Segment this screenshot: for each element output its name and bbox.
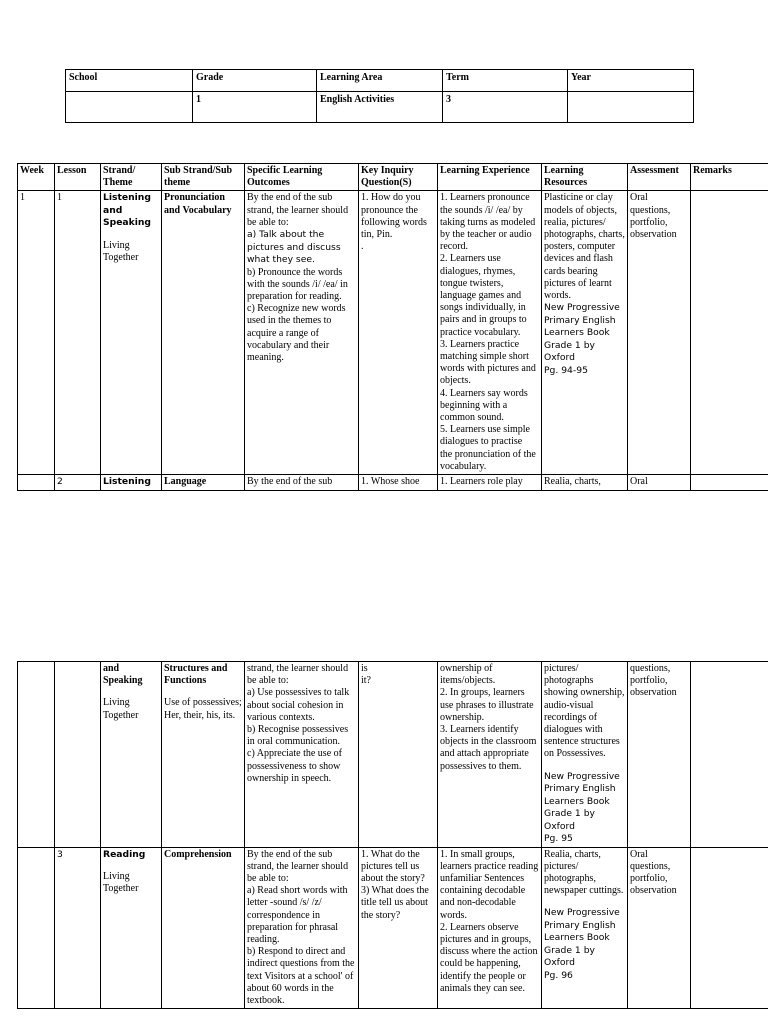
assessment-cell: Oral questions, portfolio, observation (628, 847, 691, 1009)
resources-book: New Progressive Primary English Learners Book Grade 1 by Oxford Pg. 95 (544, 770, 620, 845)
substrand-cell: Language (162, 475, 245, 491)
assessment-cell: Oral questions, portfolio, observation (628, 191, 691, 475)
resources-book: New Progressive Primary English Learners Book Grade 1 by Oxford Pg. 94-95 (544, 302, 620, 376)
experience-cell: 1. Learners role play (438, 475, 542, 491)
column-header-row (18, 164, 768, 191)
strand-cell: Listening (101, 475, 162, 491)
col-question: Key Inquiry Question(S) (359, 164, 438, 191)
substrand-cell: Comprehension (162, 847, 245, 1009)
theme-text: Living Together (103, 239, 139, 264)
remarks-cell (691, 847, 768, 1009)
col-strand: Strand/ Theme (101, 164, 162, 191)
question-cell: is it? (359, 662, 438, 848)
outcomes-intro: By the end of the sub strand, the learner should be able to: (247, 192, 349, 228)
resources-cell: Realia, charts, (542, 475, 628, 491)
col-outcomes: Specific Learning Outcomes (245, 164, 359, 191)
resources-list: Realia, charts, pictures/ photographs, newspaper cuttings. (544, 848, 624, 897)
table-row (18, 662, 768, 848)
resources-list: Plasticine or clay models of objects, realia, pictures/ photographs, charts, posters, computer devices and flash cards bearing pictures of learnt words. (544, 192, 625, 302)
outcomes-a: a) Talk about the pictures and discuss what they see. (247, 229, 341, 266)
grade-label: Grade (193, 70, 317, 92)
col-assessment: Assessment (628, 164, 691, 191)
learning-area-label: Learning Area (317, 70, 443, 92)
resources-cell (542, 847, 628, 1009)
outcomes-bc: b) Pronounce the words with the sounds /i/ /ea/ in preparation for reading. c) Recognize new words used in the themes to acquire a range of vocabulary and their meaning. (247, 266, 348, 363)
header-table (65, 69, 694, 123)
substrand-cell (162, 662, 245, 848)
outcomes-cell: By the end of the sub strand, the learner should be able to: a) Read short words with letter -sound /s/ /z/ correspondence in preparation for phrasal reading. b) Respond to direct and indirect questions from the text Visitors at a school' of about 60 words in the textbook. (245, 847, 359, 1009)
year-label: Year (568, 70, 694, 92)
grade-value: 1 (193, 92, 317, 123)
scheme-table-page-2 (17, 661, 768, 1009)
table-row (18, 847, 768, 1009)
resources-list: pictures/ photographs showing ownership, audio-visual recordings of dialogues with sentence structures on Possessives. (544, 663, 625, 760)
question-cell: 1. How do you pronounce the following words tin, Pin. . (359, 191, 438, 475)
col-lesson: Lesson (55, 164, 101, 191)
col-remarks: Remarks (691, 164, 768, 191)
remarks-cell (691, 475, 768, 491)
scheme-table-page-1 (17, 163, 768, 491)
school-value (66, 92, 193, 123)
strand-text: and Speaking (103, 663, 143, 687)
col-substrand: Sub Strand/Sub theme (162, 164, 245, 191)
experience-cell: 1. Learners pronounce the sounds /i/ /ea/ by taking turns as modeled by the teacher or audio record. 2. Learners use dialogues, rhymes, tongue twisters, language games and songs individually, in pairs and in groups to practice vocabulary. 3. Learners practice matching simple short words with pictures and objects. 4. Learners say words beginning with a common sound. 5. Learners use simple dialogues to practise the pronunciation of the vocabulary. (438, 191, 542, 475)
col-experience: Learning Experience (438, 164, 542, 191)
strand-text: Listening and Speaking (103, 192, 152, 229)
col-week: Week (18, 164, 55, 191)
resources-cell (542, 191, 628, 475)
outcomes-cell: strand, the learner should be able to: a) Use possessives to talk about social cohesion in various contexts. b) Recognise possessives in oral communication. c) Appreciate the use of possessiveness to show ownership in speech. (245, 662, 359, 848)
week-cell: 1 (18, 191, 55, 475)
assessment-cell: Oral (628, 475, 691, 491)
experience-cell: 1. In small groups, learners practice reading unfamiliar Sentences containing decodable and non-decodable words. 2. Learners observe pictures and in groups, discuss where the action could be happening, identify the people or animals they can see. (438, 847, 542, 1009)
question-cell: 1. What do the pictures tell us about the story? 3) What does the title tell us about the story? (359, 847, 438, 1009)
substrand-text: Structures and Functions (164, 663, 228, 687)
theme-text: Living Together (103, 697, 139, 721)
resources-cell (542, 662, 628, 848)
week-cell (18, 847, 55, 1009)
resources-book: New Progressive Primary English Learners Book Grade 1 by Oxford Pg. 96 (544, 907, 620, 981)
outcomes-cell (245, 191, 359, 475)
school-label: School (66, 70, 193, 92)
experience-cell: ownership of items/objects. 2. In groups, learners use phrases to illustrate ownership. 3. Learners identify objects in the classroom and attach appropriate possessives to them. (438, 662, 542, 848)
strand-cell (101, 847, 162, 1009)
lesson-cell: 2 (55, 475, 101, 491)
week-cell (18, 475, 55, 491)
outcomes-cell: By the end of the sub (245, 475, 359, 491)
table-row (18, 191, 768, 475)
assessment-cell: questions, portfolio, observation (628, 662, 691, 848)
col-resources: Learning Resources (542, 164, 628, 191)
term-label: Term (443, 70, 568, 92)
learning-area-value: English Activities (317, 92, 443, 123)
table-row (18, 475, 768, 491)
term-value: 3 (443, 92, 568, 123)
strand-text: Reading (103, 848, 146, 860)
lesson-cell: 3 (55, 847, 101, 1009)
subtheme-text: Use of possessives; Her, their, his, its. (164, 697, 242, 721)
question-cell: 1. Whose shoe (359, 475, 438, 491)
lesson-cell: 1 (55, 191, 101, 475)
theme-text: Living Together (103, 871, 139, 895)
remarks-cell (691, 191, 768, 475)
substrand-cell: Pronunciation and Vocabulary (162, 191, 245, 475)
strand-cell (101, 191, 162, 475)
year-value (568, 92, 694, 123)
strand-cell (101, 662, 162, 848)
